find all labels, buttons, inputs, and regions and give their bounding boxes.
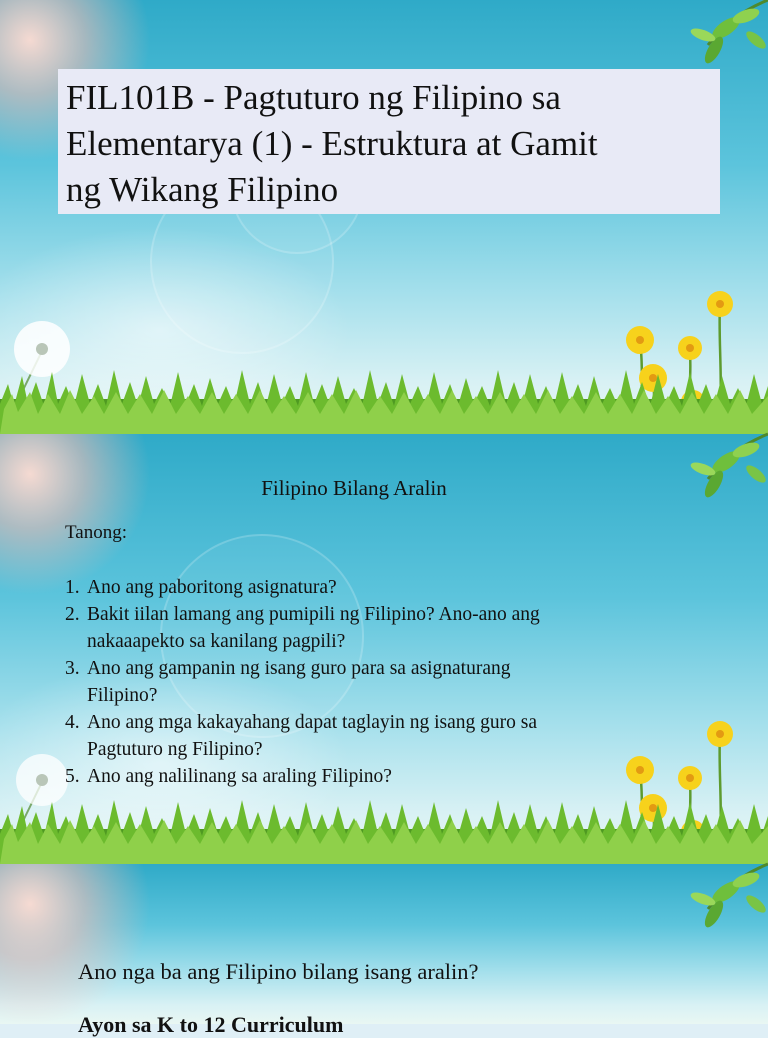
list-item <box>65 601 685 655</box>
title-line: ng Wikang Filipino <box>66 170 339 209</box>
title-line: Elementarya (1) - Estruktura at Gamit <box>66 124 598 163</box>
green-leaves <box>628 434 768 514</box>
list-item <box>65 574 685 601</box>
question-text: Filipino? <box>87 685 158 706</box>
question-text: Ano ang paboritong asignatura? <box>87 577 337 598</box>
question-text: Bakit iilan lamang ang pumipili ng Filipino? Ano-ano ang <box>87 604 540 625</box>
list-item <box>65 709 685 763</box>
list-number: 5. <box>65 766 80 787</box>
list-number: 3. <box>65 658 80 679</box>
question-list <box>65 574 685 790</box>
partial-text: Ayon sa K to 12 Curriculum <box>78 1012 344 1037</box>
list-number: 4. <box>65 712 80 733</box>
slide-2 <box>0 434 768 864</box>
list-item <box>65 763 685 790</box>
slide-3 <box>0 864 768 1037</box>
green-leaves <box>628 864 768 944</box>
slide-heading: Ano nga ba ang Filipino bilang isang aralin? <box>78 959 479 984</box>
title-box <box>58 69 720 214</box>
grass-strip <box>0 364 768 434</box>
grass-strip <box>0 794 768 864</box>
questions-label: Tanong: <box>65 522 127 543</box>
question-text: Ano ang mga kakayahang dapat taglayin ng isang guro sa <box>87 712 537 733</box>
slide-title <box>66 75 712 213</box>
question-text: Pagtuturo ng Filipino? <box>87 739 263 760</box>
list-item <box>65 655 685 709</box>
question-text: Ano ang gampanin ng isang guro para sa asignaturang <box>87 658 511 679</box>
green-leaves <box>628 0 768 80</box>
question-text: Ano ang nalilinang sa araling Filipino? <box>87 766 392 787</box>
list-number: 2. <box>65 604 80 625</box>
slide-1 <box>0 0 768 434</box>
slide-heading: Filipino Bilang Aralin <box>261 476 447 500</box>
list-number: 1. <box>65 577 80 598</box>
title-line: FIL101B - Pagtuturo ng Filipino sa <box>66 78 561 117</box>
question-text: nakaaapekto sa kanilang pagpili? <box>87 631 346 652</box>
